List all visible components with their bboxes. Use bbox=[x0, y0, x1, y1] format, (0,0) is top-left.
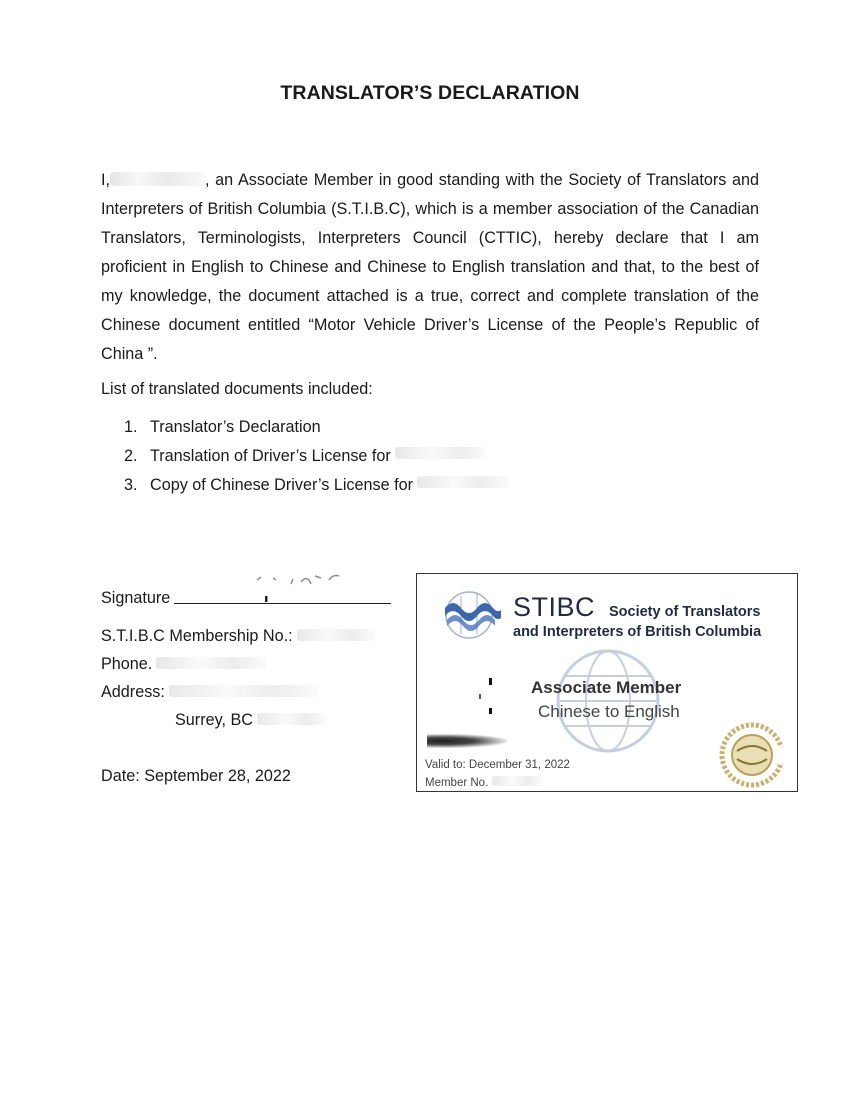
list-label: Translator’s Declaration bbox=[150, 418, 321, 436]
list-number: 2. bbox=[124, 447, 138, 465]
membership-label: S.T.I.B.C Membership No.: bbox=[101, 627, 293, 645]
signature-row bbox=[101, 589, 391, 608]
card-acronym: STIBC bbox=[513, 592, 596, 622]
card-member-number bbox=[425, 776, 542, 789]
list-item bbox=[124, 476, 509, 505]
redacted-membership-number bbox=[297, 629, 375, 641]
redacted-phone bbox=[156, 657, 266, 669]
card-membership-type: Associate Member bbox=[531, 678, 682, 697]
list-item bbox=[124, 447, 509, 476]
stibc-logo-icon bbox=[441, 588, 503, 640]
redacted-name bbox=[417, 476, 509, 488]
page-title: TRANSLATOR’S DECLARATION bbox=[280, 82, 580, 104]
globe-watermark-icon bbox=[553, 646, 663, 756]
redacted-address bbox=[169, 685, 319, 697]
phone-label: Phone. bbox=[101, 655, 153, 673]
address-row bbox=[101, 683, 319, 702]
list-number: 1. bbox=[124, 418, 138, 436]
membership-card bbox=[416, 573, 798, 792]
card-language-pair: Chinese to English bbox=[538, 702, 680, 721]
redacted-name bbox=[395, 447, 487, 459]
phone-row bbox=[101, 655, 266, 674]
card-society-line1: Society of Translators bbox=[609, 604, 761, 620]
address-city-row bbox=[175, 711, 327, 730]
declaration-prefix: I, bbox=[101, 171, 110, 189]
card-valid-to: Valid to: December 31, 2022 bbox=[425, 759, 570, 771]
redacted-postal-code bbox=[257, 713, 327, 725]
redaction-marks bbox=[477, 674, 497, 724]
date: Date: September 28, 2022 bbox=[101, 767, 291, 785]
declaration-body: , an Associate Member in good standing with the Society of Translators and Interpreters of British Columbia (S.T.I.B.C), which is a member association of the Canadian Translators, Terminologists, Interpreters Council (CTTIC), hereby declare that I am proficient in English to Chinese and Chinese to English translation and that, to the best of my knowledge, the document attached is a true, correct and complete translation of the Chinese document entitled “Motor Vehicle Driver’s License of the People’s Republic of China ”. bbox=[101, 171, 759, 363]
membership-row bbox=[101, 627, 375, 646]
list-heading: List of translated documents included: bbox=[101, 380, 373, 398]
photo-shadow bbox=[427, 734, 507, 748]
card-member-label: Member No. bbox=[425, 777, 489, 789]
card-society-line2: and Interpreters of British Columbia bbox=[513, 624, 762, 640]
signature-label: Signature bbox=[101, 589, 171, 607]
address-label: Address: bbox=[101, 683, 165, 701]
list-label: Translation of Driver’s License for bbox=[150, 447, 391, 465]
address-city: Surrey, BC bbox=[175, 711, 253, 729]
document-list bbox=[124, 418, 509, 505]
list-number: 3. bbox=[124, 476, 138, 494]
list-label: Copy of Chinese Driver’s License for bbox=[150, 476, 414, 494]
list-item bbox=[124, 418, 509, 447]
redacted-member-number bbox=[492, 776, 542, 786]
gold-seal-icon bbox=[717, 721, 787, 789]
signature-line bbox=[174, 589, 391, 604]
redacted-name bbox=[110, 172, 205, 186]
declaration-paragraph bbox=[101, 166, 759, 369]
